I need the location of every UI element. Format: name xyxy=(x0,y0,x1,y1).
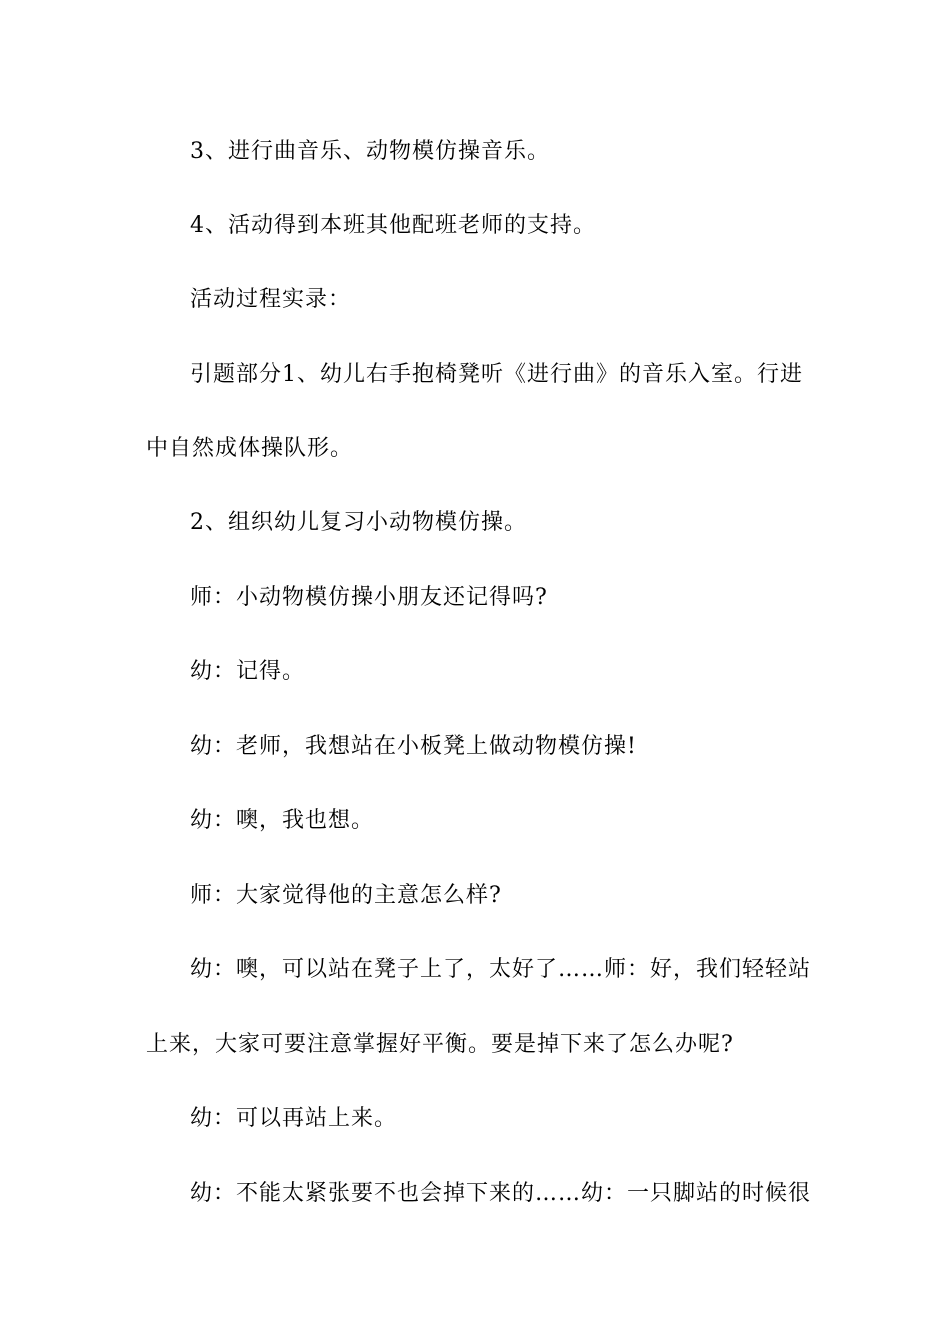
dialogue-line: 幼：噢，可以站在凳子上了，太好了……师：好，我们轻轻站 xyxy=(190,957,812,982)
paragraph-line: 引题部分1、幼儿右手抱椅凳听《进行曲》的音乐入室。行进 xyxy=(190,362,803,387)
section-heading: 活动过程实录： xyxy=(190,287,352,312)
paragraph-line: 2、组织幼儿复习小动物模仿操。 xyxy=(190,510,527,535)
dialogue-line: 幼：老师，我想站在小板凳上做动物模仿操! xyxy=(190,734,637,759)
dialogue-line: 幼：可以再站上来。 xyxy=(190,1106,398,1131)
dialogue-line-continuation: 上来，大家可要注意掌握好平衡。要是掉下来了怎么办呢? xyxy=(146,1032,734,1057)
dialogue-line: 师：大家觉得他的主意怎么样? xyxy=(190,883,502,908)
dialogue-line: 幼：记得。 xyxy=(190,659,306,684)
paragraph-line: 3、进行曲音乐、动物模仿操音乐。 xyxy=(190,139,550,164)
dialogue-line: 幼：不能太紧张要不也会掉下来的……幼：一只脚站的时候很 xyxy=(190,1181,812,1206)
paragraph-line: 4、活动得到本班其他配班老师的支持。 xyxy=(190,213,596,238)
paragraph-line-continuation: 中自然成体操队形。 xyxy=(146,436,354,461)
dialogue-line: 师：小动物模仿操小朋友还记得吗? xyxy=(190,585,548,610)
dialogue-line: 幼：噢，我也想。 xyxy=(190,808,375,833)
